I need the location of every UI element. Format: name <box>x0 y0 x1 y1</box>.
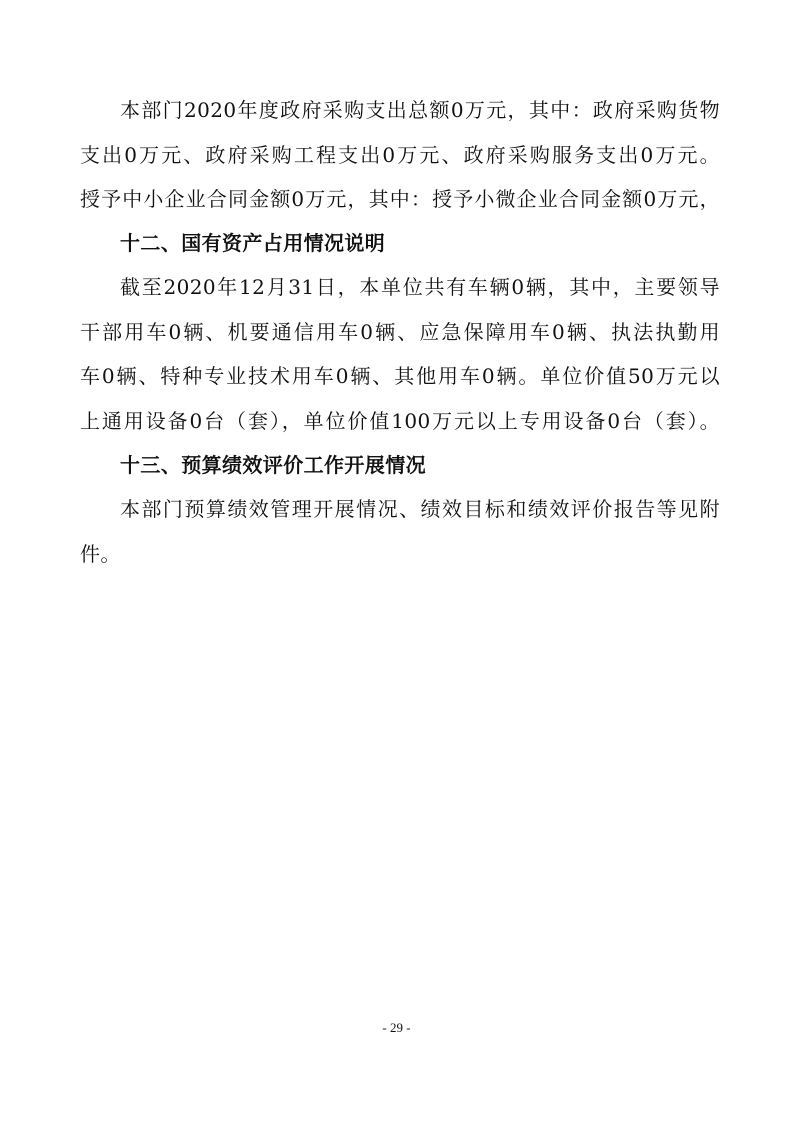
paragraph-line: 本部门预算绩效管理开展情况、绩效目标和绩效评价报告等见附 <box>120 497 720 521</box>
paragraph-line: 干部用车0辆、机要通信用车0辆、应急保障用车0辆、执法执勤用 <box>80 320 720 344</box>
paragraph-line: 本部门2020年度政府采购支出总额0万元，其中：政府采购货物 <box>120 98 720 122</box>
paragraph-line: 上通用设备0台（套），单位价值100万元以上专用设备0台（套）。 <box>80 409 720 433</box>
paragraph-line: 支出0万元、政府采购工程支出0万元、政府采购服务支出0万元。 <box>80 143 720 167</box>
paragraph-line: 件。 <box>80 542 121 566</box>
section-heading: 十二、国有资产占用情况说明 <box>120 231 386 255</box>
paragraph-line: 授予中小企业合同金额0万元，其中：授予小微企业合同金额0万元， <box>80 187 720 211</box>
section-heading: 十三、预算绩效评价工作开展情况 <box>120 453 426 477</box>
page-number: - 29 - <box>382 1020 411 1035</box>
paragraph-line: 截至2020年12月31日，本单位共有车辆0辆，其中，主要领导 <box>120 275 720 299</box>
paragraph-line: 车0辆、特种专业技术用车0辆、其他用车0辆。单位价值50万元以 <box>80 364 720 388</box>
